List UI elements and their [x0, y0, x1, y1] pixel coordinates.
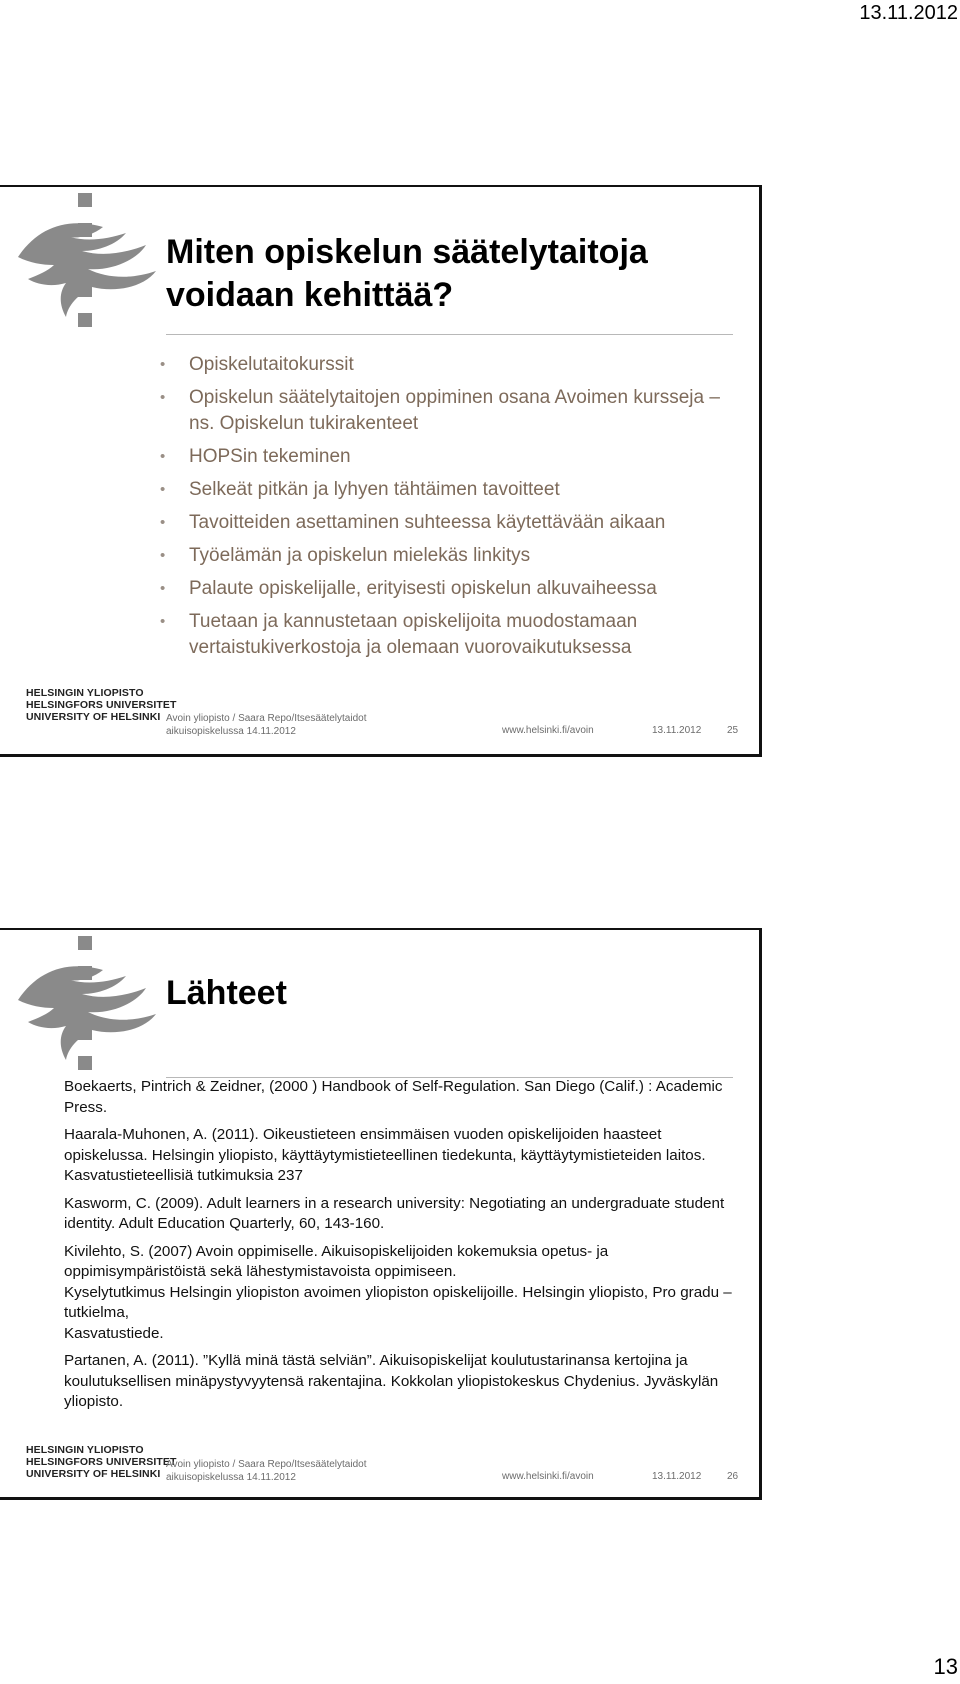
footer-line: Avoin yliopisto / Saara Repo/Itsesäätelytaidot [166, 1459, 367, 1470]
wordmark-line: HELSINGFORS UNIVERSITET [26, 1456, 177, 1468]
bullet-text: Tavoitteiden asettaminen suhteessa käytettävään aikaan [189, 512, 666, 533]
list-item [160, 444, 740, 470]
wordmark-line: HELSINGIN YLIOPISTO [26, 1444, 144, 1456]
slide-number: 25 [727, 725, 739, 736]
footer-url[interactable]: www.helsinki.fi/avoin [502, 1471, 594, 1482]
bullet-text: Palaute opiskelijalle, erityisesti opiskelun alkuvaiheessa [189, 578, 657, 599]
list-item [160, 352, 740, 378]
page-date: 13.11.2012 [859, 2, 958, 24]
footer-date: 13.11.2012 [652, 725, 702, 736]
bullet-text: Selkeät pitkän ja lyhyen tähtäimen tavoitteet [189, 479, 560, 500]
bullet-text: Työelämän ja opiskelun mielekäs linkitys [189, 545, 531, 566]
reference-item: Kyselytutkimus Helsingin yliopiston avoimen yliopiston opiskelijoille. Helsingin yliopisto, Pro gradu –tutkielma, [64, 1283, 732, 1321]
bullet-text: Opiskelutaitokurssit [189, 354, 354, 375]
slide-number: 26 [727, 1471, 739, 1482]
list-item [160, 385, 740, 437]
slide-title: Miten opiskelun säätelytaitoja voidaan kehittää? [166, 233, 648, 314]
slide-26 [0, 928, 762, 1500]
footer-text [166, 712, 367, 738]
footer-line: aikuisopiskelussa 14.11.2012 [166, 1472, 296, 1483]
wordmark-line: UNIVERSITY OF HELSINKI [26, 1468, 161, 1480]
university-flame-logo-icon [8, 930, 168, 1080]
university-wordmark [26, 1444, 176, 1480]
slide-25 [0, 185, 762, 757]
page-number: 13 [933, 1654, 958, 1679]
footer-line: aikuisopiskelussa 14.11.2012 [166, 726, 296, 737]
bullet-marker: • [160, 389, 166, 406]
bullet-marker: • [160, 356, 166, 373]
wordmark-line: UNIVERSITY OF HELSINKI [26, 711, 161, 723]
university-wordmark [26, 687, 176, 723]
footer-text [166, 1458, 367, 1484]
bullet-text: Tuetaan ja kannustetaan opiskelijoita muodostamaan vertaistukiverkostoja ja olemaan vuorovaikutuksessa [189, 611, 638, 658]
wordmark-line: HELSINGFORS UNIVERSITET [26, 699, 177, 711]
bullet-text: HOPSin tekeminen [189, 446, 351, 467]
reference-item: Kasvatustiede. [64, 1324, 164, 1342]
reference-item: Partanen, A. (2011). ”Kyllä minä tästä selviän”. Aikuisopiskelijat koulutustarinansa kertojina ja koulutuksellisen minäpystyvyytensä rakentajina. Kokkolan yliopistokeskus Chydenius. Jyväskylän yliopisto. [64, 1352, 719, 1410]
reference-item: Boekaerts, Pintrich & Zeidner, (2000 ) Handbook of Self-Regulation. San Diego (Calif.) : Academic Press. [64, 1078, 723, 1116]
bullet-list [160, 352, 740, 668]
bullet-marker: • [160, 448, 166, 465]
bullet-marker: • [160, 613, 166, 630]
wordmark-line: HELSINGIN YLIOPISTO [26, 687, 144, 699]
reference-item: Haarala-Muhonen, A. (2011). Oikeustieteen ensimmäisen vuoden opiskelijoiden haasteet opiskelussa. Helsingin yliopisto, käyttäytymistieteellinen tiedekunta, käyttäytymistieteiden laitos. Kasvatustieteellisiä tutkimuksia 237 [64, 1126, 706, 1184]
bullet-marker: • [160, 547, 166, 564]
bullet-marker: • [160, 514, 166, 531]
list-item [160, 543, 740, 569]
reference-list [64, 1077, 744, 1420]
footer-date: 13.11.2012 [652, 1471, 702, 1482]
list-item [160, 477, 740, 503]
bullet-marker: • [160, 580, 166, 597]
title-divider [166, 334, 733, 335]
reference-item: Kivilehto, S. (2007) Avoin oppimiselle. Aikuisopiskelijoiden kokemuksia opetus- ja oppimisympäristöistä sekä lähestymistavoista oppimiseen. [64, 1242, 609, 1280]
bullet-text: Opiskelun säätelytaitojen oppiminen osana Avoimen kursseja – ns. Opiskelun tukirakenteet [189, 387, 720, 434]
list-item [160, 609, 740, 661]
list-item [160, 510, 740, 536]
university-flame-logo-icon [8, 187, 168, 337]
footer-url[interactable]: www.helsinki.fi/avoin [502, 725, 594, 736]
slide-title: Lähteet [166, 974, 287, 1012]
footer-line: Avoin yliopisto / Saara Repo/Itsesäätelytaidot [166, 713, 367, 724]
bullet-marker: • [160, 481, 166, 498]
list-item [160, 576, 740, 602]
reference-item: Kasworm, C. (2009). Adult learners in a research university: Negotiating an undergraduate student identity. Adult Education Quarterly, 60, 143-160. [64, 1194, 725, 1232]
